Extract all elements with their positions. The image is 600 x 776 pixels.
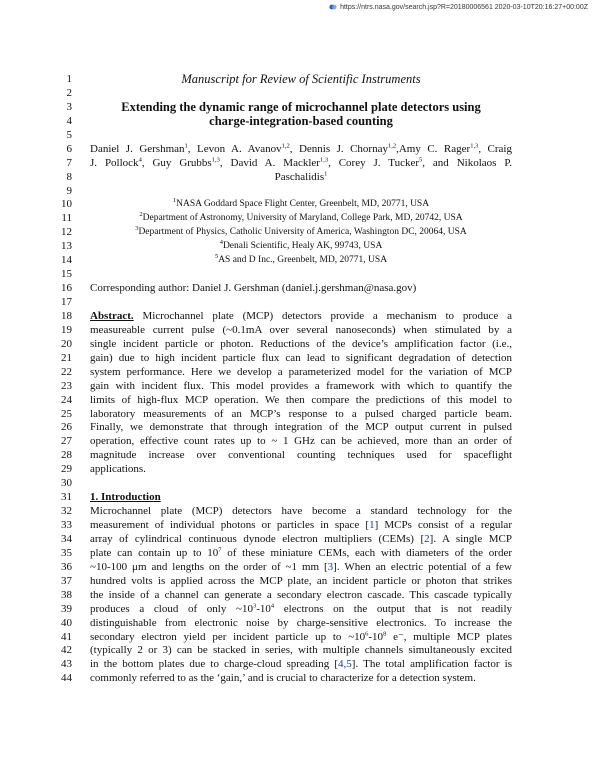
- line-text: [90, 226, 512, 240]
- line-number: 12: [61, 226, 72, 239]
- manuscript-line: [0, 185, 600, 199]
- paragraph-text: ]. The total amplification factor is: [351, 658, 513, 671]
- line-number: 41: [61, 630, 72, 643]
- manuscript-line: [0, 87, 600, 101]
- line-number: 21: [61, 351, 72, 364]
- manuscript-line: [0, 421, 600, 435]
- ntrs-logo-icon: [329, 3, 337, 11]
- paragraph-text: ~10-100 μm and lengths on the order of ~1 mm [: [90, 560, 328, 573]
- paragraph-text: array of cylindrical continuous dynode electron multipliers (CEMs) [: [90, 532, 425, 545]
- exponent: 6: [365, 629, 369, 637]
- paragraph-text: measurement of individual photons or particles in space [: [90, 519, 370, 531]
- line-number: 25: [61, 407, 72, 420]
- manuscript-line: [0, 338, 600, 352]
- affiliation-text: Department of Astronomy, University of Maryland, College Park, MD, 20742, USA: [142, 213, 463, 224]
- manuscript-line: [0, 491, 600, 505]
- manuscript-line: [0, 394, 600, 408]
- paragraph-text: (typically 2 or 3) can be stacked in series, with multiple channels simultaneously excited: [90, 644, 512, 657]
- line-number: 4: [66, 114, 72, 127]
- manuscript-line: [0, 171, 600, 185]
- line-number: 18: [61, 309, 72, 322]
- line-number: 33: [61, 519, 72, 531]
- manuscript-line: [0, 282, 600, 296]
- line-text: [90, 310, 512, 324]
- paragraph-text: the inside of a channel can generate a secondary electron cascade. This cascade typically: [90, 588, 512, 601]
- line-number: 14: [61, 254, 72, 267]
- line-text: [90, 101, 512, 115]
- paragraph-text: gain with incident flux. This model provides a framework with which to quantify the: [90, 379, 512, 392]
- manuscript-line: [0, 477, 600, 491]
- manuscript-line: [0, 240, 600, 254]
- manuscript-line: [0, 617, 600, 631]
- line-text: [90, 603, 512, 617]
- line-number: 37: [61, 574, 72, 587]
- manuscript-line: [0, 575, 600, 589]
- paragraph-text: produces a cloud of only ~10: [90, 602, 253, 615]
- affiliation-number: 3: [135, 225, 139, 233]
- paragraph-text: Microchannel plate (MCP) detectors provide a mechanism to produce a: [133, 309, 512, 322]
- line-number: 27: [61, 435, 72, 448]
- author-name: ,Amy C. Rager: [396, 142, 471, 155]
- line-number: 24: [61, 393, 72, 406]
- line-text: [90, 254, 512, 268]
- paragraph-text: measureable current pulse (~0.1mA over several nanoseconds) when stimulated by a: [90, 323, 512, 336]
- exponent: 7: [218, 546, 222, 554]
- paragraph-text: ]. When an electric potential of a few: [333, 560, 512, 573]
- line-text: [90, 380, 512, 394]
- paragraph-text: laboratory measurements of an MCP’s response to a pulsed charged particle beam.: [90, 407, 512, 420]
- line-text: [90, 575, 512, 589]
- paragraph-text: limits of high-flux MCP operation. We then compare the predictions of this model to: [90, 393, 512, 406]
- manuscript-line: [0, 408, 600, 422]
- line-number: 7: [66, 156, 72, 169]
- author-affiliation-superscript: 1,3: [470, 142, 479, 150]
- paragraph-text: Microchannel plate (MCP) detectors have become a standard technology for the: [90, 505, 512, 518]
- line-number: 36: [61, 560, 72, 573]
- line-number: 32: [61, 505, 72, 518]
- paragraph-text: -10: [256, 602, 271, 615]
- manuscript-line: [0, 505, 600, 519]
- exponent: 3: [252, 601, 257, 609]
- paragraph-text: electrons on the output that is not readily: [274, 602, 512, 615]
- manuscript-line: [0, 380, 600, 394]
- paragraph-text: Corresponding author: Daniel J. Gershman (daniel.j.gershman@nasa.gov): [90, 282, 417, 295]
- paragraph-text: ] MCPs consist of a regular: [374, 519, 512, 531]
- section-heading: 1. Introduction: [90, 491, 161, 504]
- author-name: , Craig: [478, 142, 512, 155]
- line-number: 10: [61, 198, 72, 211]
- line-text: [90, 366, 512, 380]
- line-text: [90, 421, 512, 435]
- line-number: 31: [61, 491, 72, 504]
- exponent: 4: [270, 601, 275, 609]
- line-text: [90, 115, 512, 129]
- author-affiliation-superscript: 5: [419, 155, 423, 163]
- line-number: 39: [61, 602, 72, 615]
- paragraph-text: charge-integration-based counting: [209, 113, 393, 128]
- paragraph-text: applications.: [90, 463, 146, 476]
- line-number: 34: [61, 532, 72, 545]
- paragraph-text: Manuscript for Review of Scientific Instruments: [181, 72, 421, 86]
- manuscript-line: [0, 603, 600, 617]
- paragraph-text: of these miniature CEMs, each with diameters of the order: [221, 546, 512, 559]
- line-text: [90, 644, 512, 658]
- affiliation-text: Denali Scientific, Healy AK, 99743, USA: [222, 241, 383, 252]
- manuscript-line: [0, 463, 600, 477]
- author-affiliation-superscript: 1,2: [387, 142, 397, 150]
- line-text: [90, 408, 512, 422]
- section-heading: Abstract.: [90, 309, 134, 322]
- line-text: [90, 672, 512, 686]
- manuscript-line: [0, 226, 600, 240]
- line-number: 42: [61, 644, 72, 657]
- manuscript-line: [0, 268, 600, 282]
- affiliation-text: Department of Physics, Catholic University of America, Washington DC, 20064, USA: [138, 227, 467, 238]
- citation-link[interactable]: 2: [424, 532, 430, 545]
- line-number: 44: [61, 672, 72, 685]
- manuscript-line: [0, 644, 600, 658]
- paragraph-text: distinguishable from electronic noise by charge-sensitive electronics. To increase the: [90, 616, 512, 629]
- paragraph-text: commonly referred to as the ‘gain,’ and is crucial to characterize for a detection system.: [90, 672, 476, 685]
- line-text: [90, 617, 512, 631]
- line-text: [90, 352, 512, 366]
- author-name: , Dennis J. Chornay: [289, 142, 388, 155]
- line-number: 5: [66, 128, 72, 141]
- paragraph-text: e⁻, multiple MCP plates: [386, 630, 512, 643]
- line-number: 20: [61, 337, 72, 350]
- paragraph-text: plate can contain up to 10: [90, 546, 219, 559]
- paragraph-text: gain) due to high incident particle flux can lead to significant degradation of detection: [90, 351, 512, 364]
- line-text: [90, 547, 512, 561]
- manuscript-line: [0, 519, 600, 533]
- manuscript-line: [0, 157, 600, 171]
- line-number: 30: [61, 477, 72, 490]
- manuscript-line: [0, 73, 600, 87]
- exponent: 8: [383, 629, 387, 637]
- line-number: 35: [61, 546, 72, 559]
- line-text: [90, 338, 512, 352]
- author-name: Paschalidis: [274, 170, 325, 183]
- manuscript-line: [0, 310, 600, 324]
- line-number: 22: [61, 365, 72, 378]
- affiliation-number: 4: [219, 239, 223, 247]
- line-text: [90, 143, 512, 157]
- paragraph-text: single incident particle or photon. Reductions of the device’s amplification factor (i.e.,: [90, 337, 512, 350]
- manuscript-line: [0, 672, 600, 686]
- paragraph-text: operation, effective count rates up to ~ 1 GHz can be achieved, more than an order of: [90, 435, 512, 448]
- line-number: 3: [66, 100, 72, 113]
- line-number: 29: [61, 463, 72, 476]
- paragraph-text: ]. A single MCP: [429, 532, 513, 545]
- manuscript-line: [0, 115, 600, 129]
- citation-link[interactable]: 3: [327, 560, 334, 573]
- line-text: [90, 394, 512, 408]
- manuscript-line: [0, 561, 600, 575]
- line-text: [90, 324, 512, 338]
- paragraph-text: Extending the dynamic range of microchannel plate detectors using: [121, 99, 481, 114]
- line-number: 11: [61, 212, 72, 225]
- line-text: [90, 171, 512, 185]
- line-text: [90, 491, 512, 505]
- manuscript-line: [0, 658, 600, 672]
- manuscript-line: [0, 198, 600, 212]
- affiliation-number: 2: [139, 211, 143, 219]
- citation-link[interactable]: 1: [369, 519, 375, 531]
- line-text: [90, 282, 512, 296]
- manuscript-page: [0, 73, 600, 686]
- manuscript-line: [0, 254, 600, 268]
- author-name: J. Pollock: [90, 156, 139, 169]
- line-text: [90, 658, 512, 672]
- author-name: , Levon A. Avanov: [187, 142, 282, 155]
- source-url-header: [329, 3, 588, 11]
- author-affiliation-superscript: 1: [184, 142, 188, 150]
- manuscript-line: [0, 101, 600, 115]
- citation-link[interactable]: 4,5: [338, 658, 352, 671]
- line-number: 43: [61, 658, 72, 671]
- author-affiliation-superscript: 1,2: [281, 142, 290, 150]
- line-text: [90, 589, 512, 603]
- manuscript-line: [0, 212, 600, 226]
- line-number: 26: [61, 421, 72, 434]
- affiliation-number: 1: [172, 197, 177, 205]
- line-number: 9: [66, 184, 72, 197]
- line-text: [90, 631, 512, 645]
- manuscript-line: [0, 129, 600, 143]
- source-url: https://ntrs.nasa.gov/search.jsp?R=20180006561 2020-03-10T20:16:27+00:00Z: [340, 3, 588, 11]
- manuscript-line: [0, 352, 600, 366]
- author-name: , Guy Grubbs: [141, 156, 212, 169]
- author-name: , David A. Mackler: [219, 156, 320, 169]
- paragraph-text: system performance. Here we develop a parameterized model for the variation of MCP: [90, 365, 512, 378]
- line-text: [90, 533, 512, 547]
- affiliation-number: 5: [214, 253, 219, 261]
- manuscript-line: [0, 296, 600, 310]
- line-number: 19: [61, 323, 72, 336]
- manuscript-line: [0, 547, 600, 561]
- affiliation-text: NASA Goddard Space Flight Center, Greenbelt, MD, 20771, USA: [176, 199, 430, 210]
- manuscript-line: [0, 631, 600, 645]
- line-text: [90, 198, 512, 212]
- author-name: , and Nikolaos P.: [422, 156, 512, 169]
- line-number: 6: [66, 142, 72, 155]
- author-name: , Corey J. Tucker: [328, 156, 420, 169]
- affiliation-text: AS and D Inc., Greenbelt, MD, 20771, USA: [218, 255, 388, 266]
- author-affiliation-superscript: 4: [138, 155, 142, 163]
- line-text: [90, 449, 512, 463]
- line-text: [90, 463, 512, 477]
- paragraph-text: -10: [368, 630, 384, 643]
- line-number: 38: [61, 588, 72, 601]
- line-number: 15: [61, 268, 72, 281]
- line-text: [90, 157, 512, 171]
- line-text: [90, 240, 512, 254]
- line-number: 28: [61, 449, 72, 462]
- line-number: 8: [66, 170, 72, 183]
- line-number: 1: [66, 73, 72, 85]
- manuscript-line: [0, 324, 600, 338]
- manuscript-line: [0, 533, 600, 547]
- author-affiliation-superscript: 1,3: [319, 155, 329, 163]
- paragraph-text: hundred volts is applied across the MCP plate, an incident particle or photon that strikes: [90, 574, 512, 587]
- line-text: [90, 435, 512, 449]
- line-number: 17: [61, 296, 72, 308]
- author-affiliation-superscript: 1: [324, 169, 328, 177]
- line-text: [90, 505, 512, 519]
- line-number: 2: [66, 86, 72, 99]
- author-name: Daniel J. Gershman: [90, 142, 185, 155]
- line-number: 40: [61, 616, 72, 629]
- line-number: 13: [61, 240, 72, 253]
- line-text: [90, 561, 512, 575]
- paragraph-text: secondary electron yield per incident particle up to ~10: [90, 630, 366, 643]
- line-text: [90, 519, 512, 533]
- manuscript-line: [0, 366, 600, 380]
- line-text: [90, 73, 512, 87]
- paragraph-text: in the bottom plates due to charge-cloud spreading [: [90, 658, 339, 671]
- line-number: 16: [61, 282, 72, 295]
- manuscript-line: [0, 449, 600, 463]
- line-number: 23: [61, 379, 72, 392]
- manuscript-line: [0, 143, 600, 157]
- manuscript-line: [0, 589, 600, 603]
- manuscript-line: [0, 435, 600, 449]
- author-affiliation-superscript: 1,3: [211, 155, 220, 163]
- paragraph-text: Finally, we demonstrate that through integration of the MCP output current in pulsed: [90, 421, 512, 434]
- paragraph-text: magnitude increase over conventional counting techniques used for spaceflight: [90, 449, 512, 462]
- line-text: [90, 212, 512, 226]
